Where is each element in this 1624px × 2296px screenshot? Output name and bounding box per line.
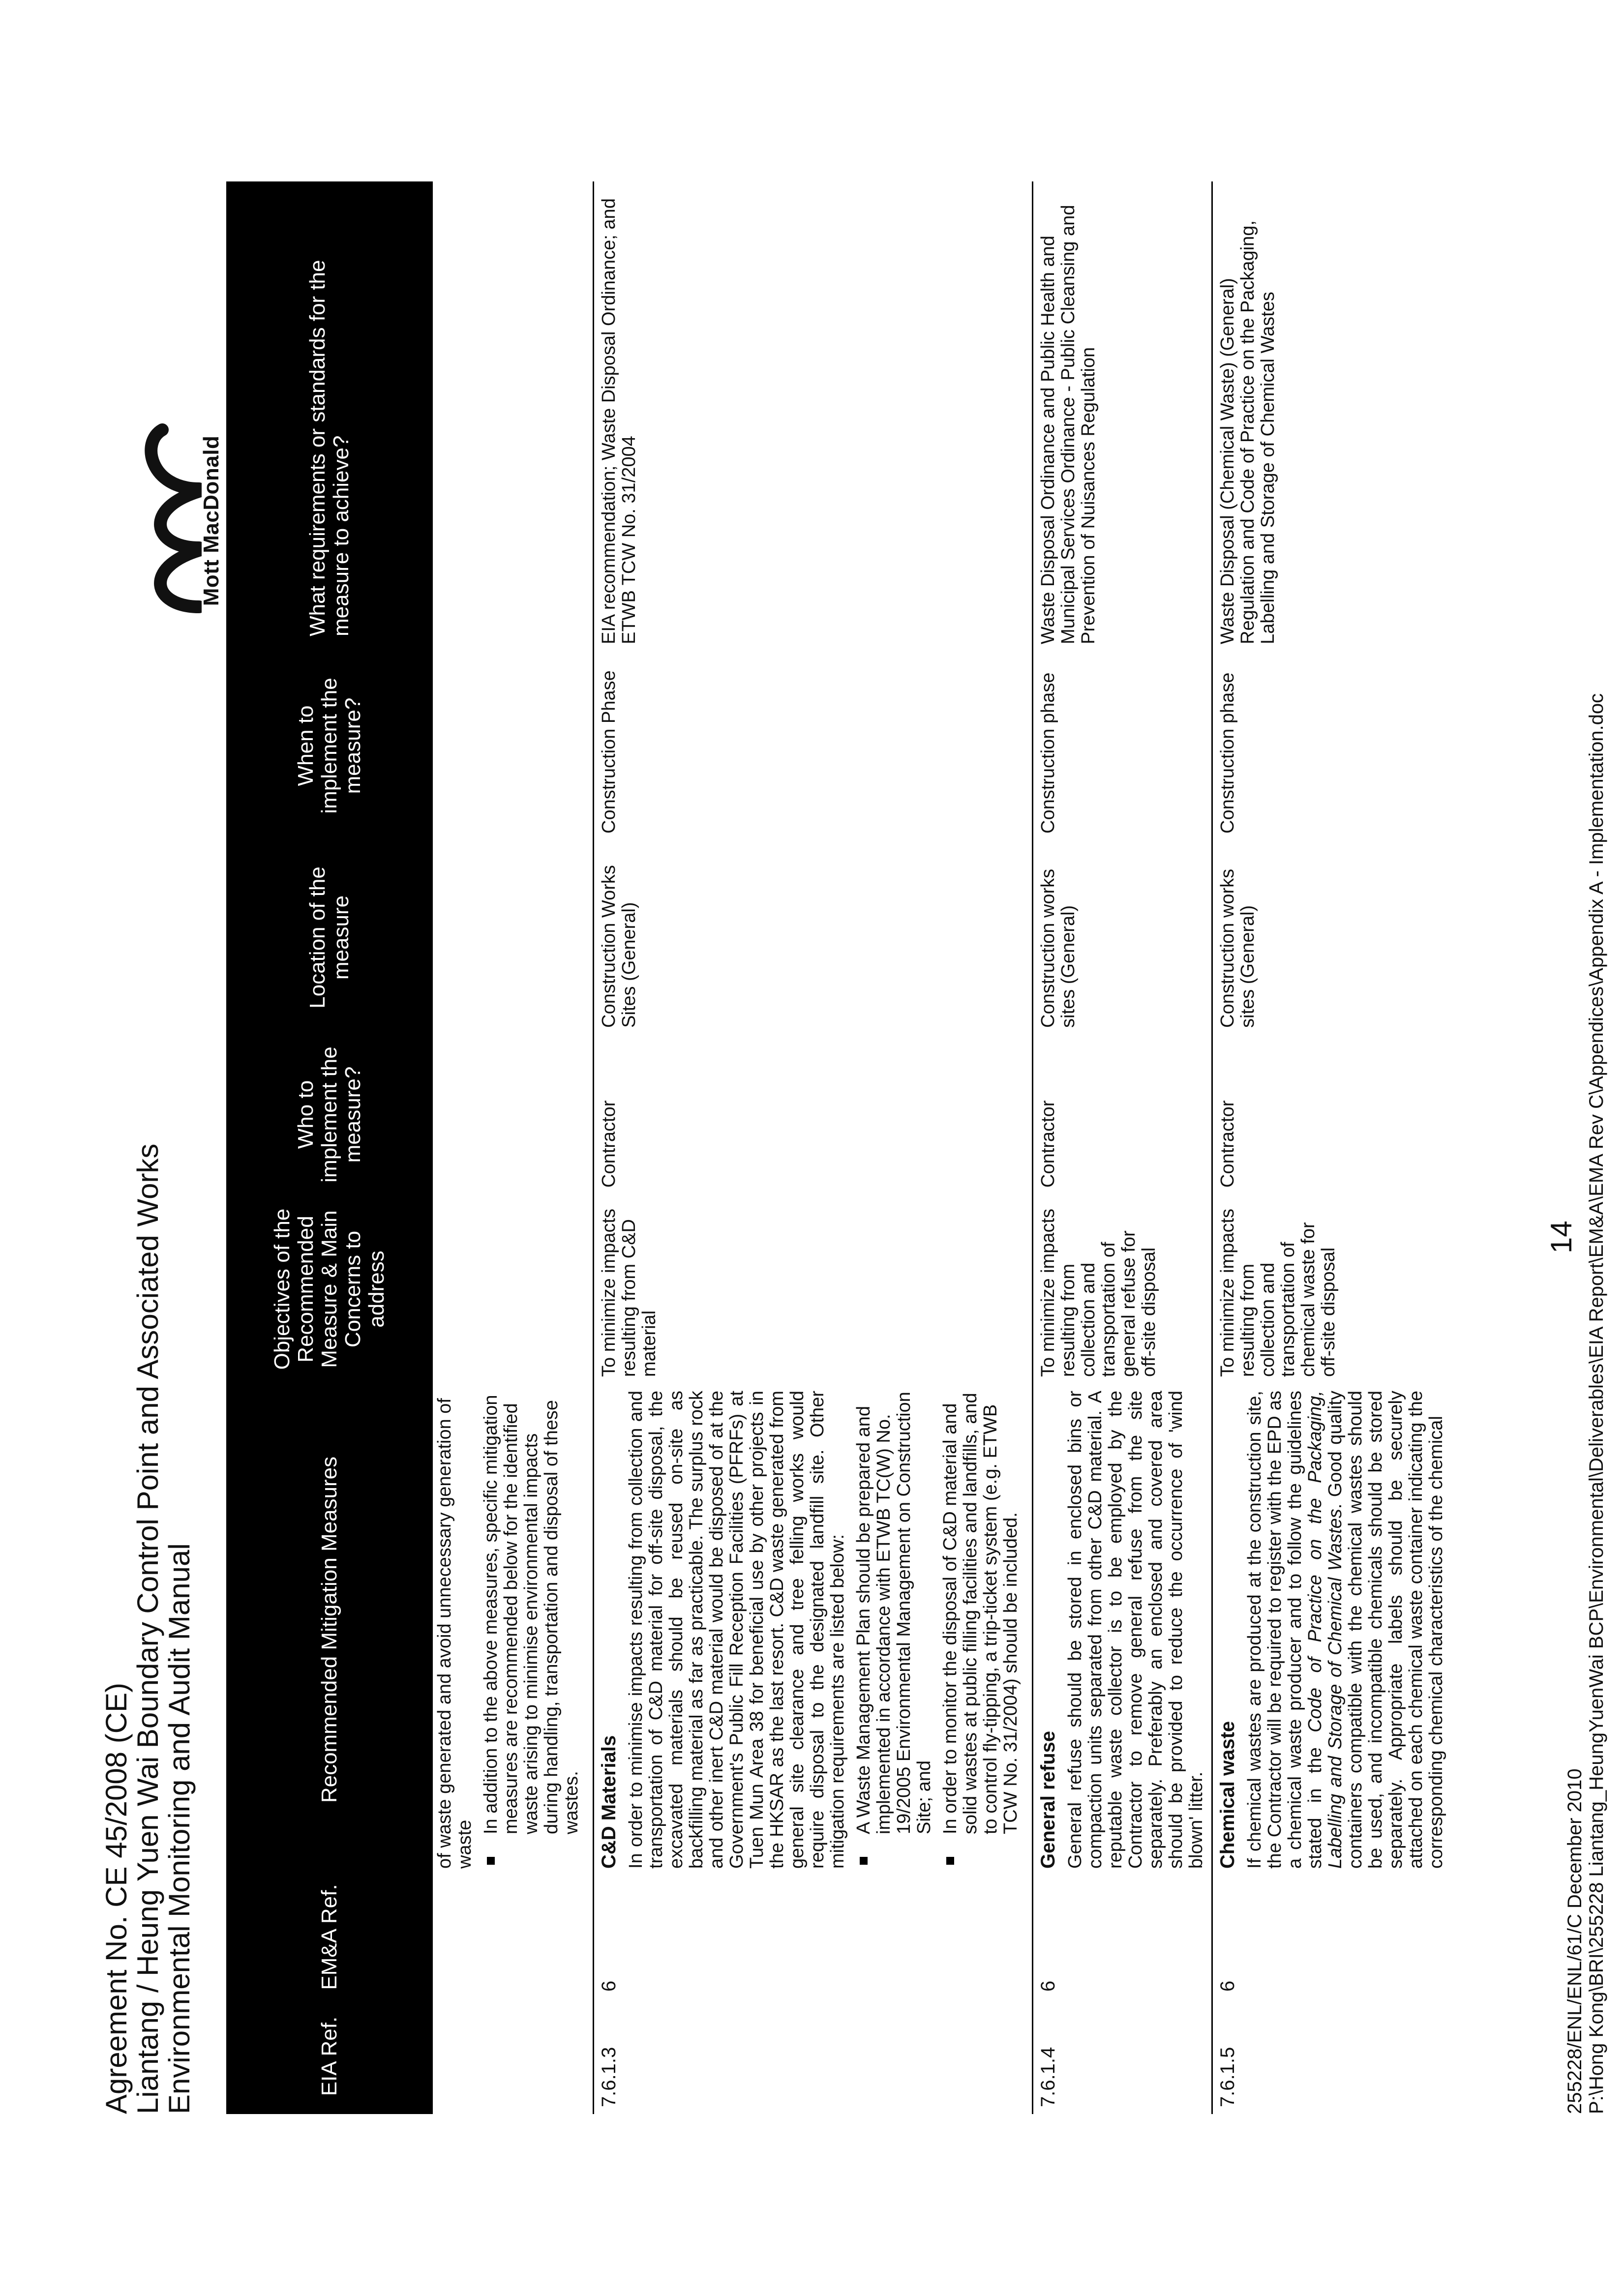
logo-mark-icon — [133, 388, 202, 654]
list-item: In order to monitor the disposal of C&D material and solid wastes at public filling facilities and landfills, and to control fly-tipping, a trip-ticket system (e.g. ETWB TCW No. 31/2004) should be included. — [940, 1391, 1021, 1869]
who-cell: Contractor — [1212, 1035, 1452, 1194]
measure-title: General refuse — [1037, 1730, 1059, 1869]
document-footer — [1564, 693, 1607, 2114]
emna-ref-cell: 6 — [1033, 1876, 1212, 1998]
list-item: In addition to the above measures, specific mitigation measures are recommended below for the identified waste arising to minimise environmental impacts during handling, transportation and disposal of these wastes. — [481, 1391, 582, 1869]
mott-macdonald-logo — [133, 388, 223, 654]
logo-text: Mott MacDonald — [199, 435, 223, 606]
objective-cell: To minimize impacts resulting from collection and transportation of chemical waste for off-site disposal — [1212, 1194, 1452, 1384]
eia-ref-cell: 7.6.1.5 — [1212, 1998, 1452, 2114]
document-header — [101, 1144, 195, 2114]
col-header-requirements: What requirements or standards for the measure to achieve? — [226, 181, 433, 651]
col-header-eia-ref: EIA Ref. — [226, 1998, 433, 2114]
measures-cell — [433, 1384, 594, 1876]
table-header-row — [226, 181, 433, 2114]
table-row-continuation — [433, 181, 594, 2114]
requirements-cell: Waste Disposal Ordinance and Public Health and Municipal Services Ordinance - Public Cleansing and Prevention of Nuisances Regulation — [1033, 181, 1212, 651]
col-header-emna-ref: EM&A Ref. — [226, 1876, 433, 1998]
continuation-text: of waste generated and avoid unnecessary generation of waste — [434, 1398, 475, 1869]
measure-body: General refuse should be stored in enclosed bins or compaction units separated from other C&D material. A reputable waste collector is to be employed by the Contractor to remove general refuse from the site separately. Preferably an enclosed and covered area should be provided to reduce the occurrence of 'wind blown' litter. — [1065, 1391, 1206, 1869]
objective-cell: To minimize impacts resulting from collection and transportation of general refuse for off-site disposal — [1033, 1194, 1212, 1384]
list-item: A Waste Management Plan should be prepared and implemented in accordance with ETWB TC(W) No. 19/2005 Environmental Management on Construction Site; and — [854, 1391, 934, 1869]
implementation-schedule-table — [226, 181, 1451, 2114]
measures-cell — [594, 1384, 1033, 1876]
measure-title: C&D Materials — [598, 1735, 620, 1869]
file-path: P:\Hong Kong\BRI\255228 Liantang_HeungYuenWai BCP\Environmental\Deliverables\EIA Report\EM&A\EMA Rev C\Appendices\Appendix A - Implementation.doc — [1586, 693, 1607, 2114]
col-header-when: When to implement the measure? — [226, 651, 433, 840]
when-cell: Construction phase — [1212, 651, 1452, 840]
location-cell: Construction works sites (General) — [1033, 840, 1212, 1035]
who-cell: Contractor — [1033, 1035, 1212, 1194]
location-cell: Construction works sites (General) — [1212, 840, 1452, 1035]
measures-cell — [1212, 1384, 1452, 1876]
table-row — [1033, 181, 1212, 2114]
when-cell: Construction Phase — [594, 651, 1033, 840]
bullet-icon — [946, 1857, 954, 1865]
emna-ref-cell: 6 — [1212, 1876, 1452, 1998]
measure-body: If chemical wastes are produced at the construction site, the Contractor will be required to register with the EPD as a chemical waste producer and to follow the guidelines stated in the Code of Practice on the Packaging, Labelling and Storage of Chemical Wastes. Good quality containers compatible with the chemical wastes should be used, and incompatible chemicals should be stored separately. Appropriate labels should be securely attached on each chemical waste container indicating the corresponding chemical characteristics of the chemical — [1244, 1391, 1446, 1869]
bullet-icon — [487, 1857, 495, 1865]
eia-ref-cell: 7.6.1.3 — [594, 1998, 1033, 2114]
measures-cell — [1033, 1384, 1212, 1876]
col-header-location: Location of the measure — [226, 840, 433, 1035]
requirements-cell: Waste Disposal (Chemical Waste) (General) Regulation and Code of Practice on the Packaging, Labelling and Storage of Chemical Wastes — [1212, 181, 1452, 651]
col-header-who: Who to implement the measure? — [226, 1035, 433, 1194]
requirements-cell: EIA recommendation; Waste Disposal Ordinance; and ETWB TCW No. 31/2004 — [594, 181, 1033, 651]
measure-title: Chemical waste — [1217, 1721, 1238, 1869]
table-row — [1212, 181, 1452, 2114]
eia-ref-cell: 7.6.1.4 — [1033, 1998, 1212, 2114]
code-of-practice-title: Code of Practice on the Packaging, Labelling and Storage of Chemical Wastes — [1305, 1391, 1346, 1869]
bullet-icon — [860, 1857, 868, 1865]
page-number: 14 — [1545, 1221, 1578, 1253]
manual-title: Environmental Monitoring and Audit Manual — [163, 1543, 196, 2114]
emna-ref-cell: 6 — [594, 1876, 1033, 1998]
when-cell: Construction phase — [1033, 651, 1212, 840]
project-title: Liantang / Heung Yuen Wai Boundary Control Point and Associated Works — [131, 1143, 164, 2114]
agreement-number: Agreement No. CE 45/2008 (CE) — [100, 1682, 133, 2114]
measure-body: In order to minimise impacts resulting from collection and transportation of C&D material for off-site disposal, the excavated materials should be reused on-site as backfilling material as far as practicable. The surplus rock and other inert C&D material would be disposed of at the Government's Public Fill Reception Facilities (PFRFs) at Tuen Mun Area 38 for beneficial use by other projects in the HKSAR as the last resort. C&D waste generated from general site clearance and tree felling works would require disposal to the designated landfill site. Other mitigation requirements are listed below: — [626, 1391, 848, 1869]
who-cell: Contractor — [594, 1035, 1033, 1194]
location-cell: Construction Works Sites (General) — [594, 840, 1033, 1035]
col-header-objectives: Objectives of the Recommended Measure & Main Concerns to address — [226, 1194, 433, 1384]
objective-cell: To minimize impacts resulting from C&D material — [594, 1194, 1033, 1384]
table-row — [594, 181, 1033, 2114]
report-reference: 255228/ENL/ENL/61/C December 2010 — [1564, 1768, 1586, 2114]
col-header-measures: Recommended Mitigation Measures — [226, 1384, 433, 1876]
